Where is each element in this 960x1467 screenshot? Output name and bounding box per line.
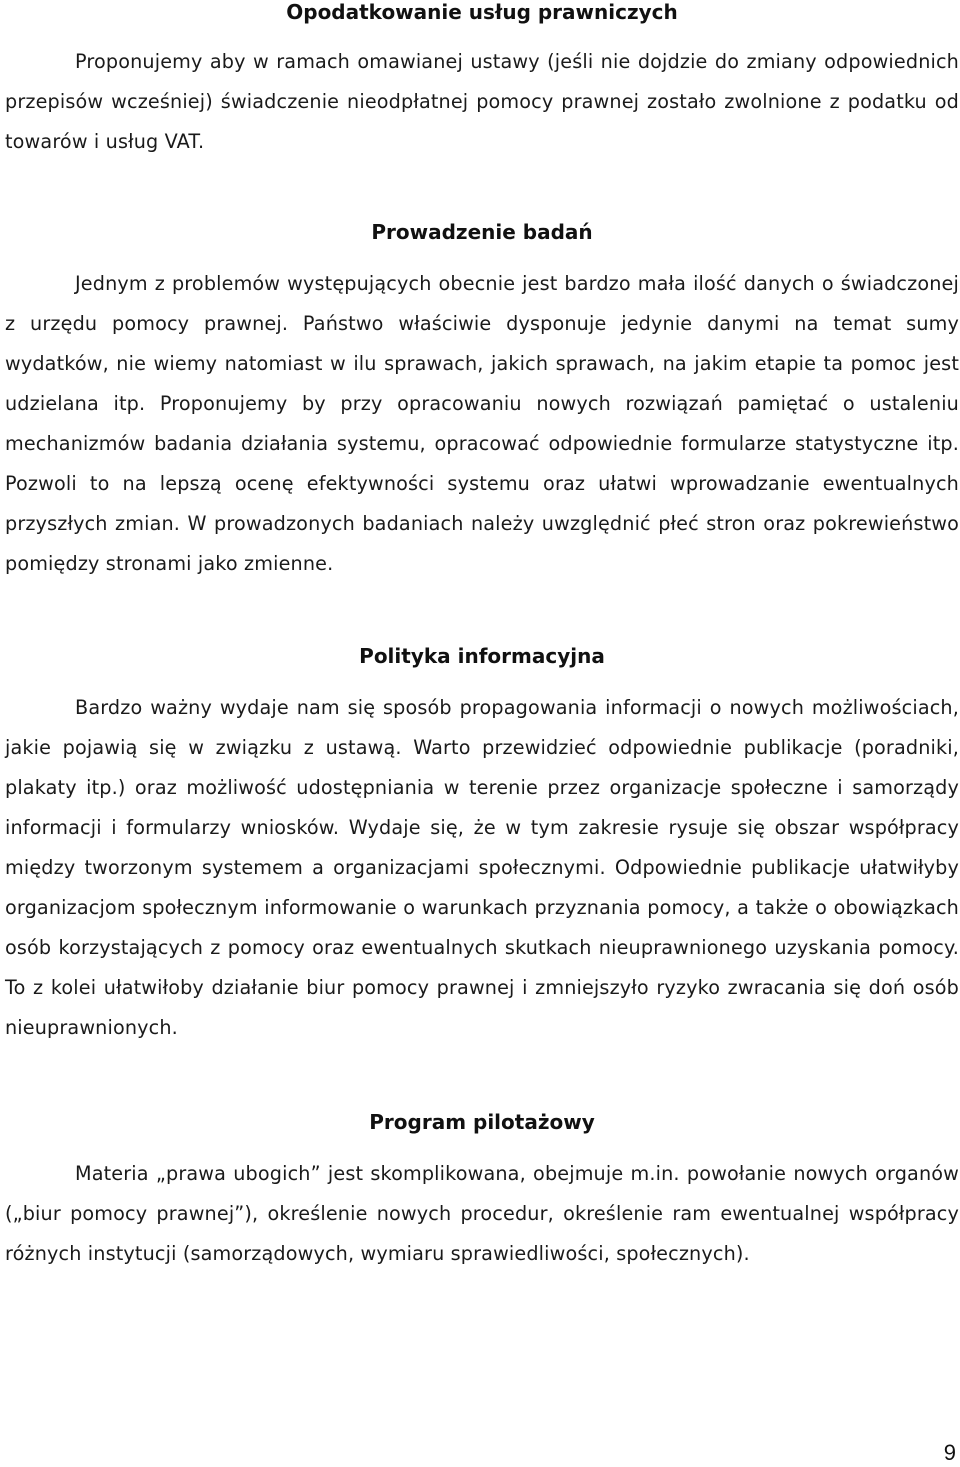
page-number: 9 (943, 1440, 956, 1465)
section-heading-pilot-program: Program pilotażowy (369, 1110, 595, 1134)
section-heading-research: Prowadzenie badań (371, 220, 593, 244)
section-heading-information-policy: Polityka informacyjna (359, 644, 605, 668)
section-paragraph-research: Jednym z problemów występujących obecnie jest bardzo mała ilość danych o świadczonej z urzędu pomocy prawnej. Państwo właściwie dysponuje jedynie danymi na temat sumy wydatków, nie wiemy natomiast w ilu sprawach, jakich sprawach, na jakim etapie ta pomoc jest udzielana itp. Proponujemy by przy opracowaniu nowych rozwiązań pamiętać o ustaleniu mechanizmów badania działania systemu, opracować odpowiednie formularze statystyczne itp. Pozwoli to na lepszą ocenę efektywności systemu oraz ułatwi wprowadzanie ewentualnych przyszłych zmian. W prowadzonych badaniach należy uwzględnić płeć stron oraz pokrewieństwo pomiędzy stronami jako zmienne. (5, 272, 959, 575)
section-paragraph-information-policy: Bardzo ważny wydaje nam się sposób propagowania informacji o nowych możliwościach, jakie pojawią się w związku z ustawą. Warto przewidzieć odpowiednie publikacje (poradniki, plakaty itp.) oraz możliwość udostępniania w terenie przez organizacje społeczne i samorządy informacji i formularzy wniosków. Wydaje się, że w tym zakresie rysuje się obszar współpracy między tworzonym systemem a organizacjami społecznymi. Odpowiednie publikacje ułatwiłyby organizacjom społecznym informowanie o warunkach przyznania pomocy, a także o obowiązkach osób korzystających z pomocy oraz ewentualnych skutkach nieuprawnionego uzyskania pomocy. To z kolei ułatwiłoby działanie biur pomocy prawnej i zmniejszyło ryzyko zwracania się doń osób nieuprawnionych. (5, 696, 959, 1039)
section-heading-taxation: Opodatkowanie usług prawniczych (286, 0, 678, 24)
document-page (5, 0, 959, 1274)
section-paragraph-pilot-program: Materia „prawa ubogich” jest skomplikowana, obejmuje m.in. powołanie nowych organów („biur pomocy prawnej”), określenie nowych procedur, określenie ram ewentualnej współpracy różnych instytucji (samorządowych, wymiaru sprawiedliwości, społecznych). (5, 1162, 959, 1265)
section-paragraph-taxation: Proponujemy aby w ramach omawianej ustawy (jeśli nie dojdzie do zmiany odpowiednich przepisów wcześniej) świadczenie nieodpłatnej pomocy prawnej zostało zwolnione z podatku od towarów i usług VAT. (5, 50, 959, 153)
